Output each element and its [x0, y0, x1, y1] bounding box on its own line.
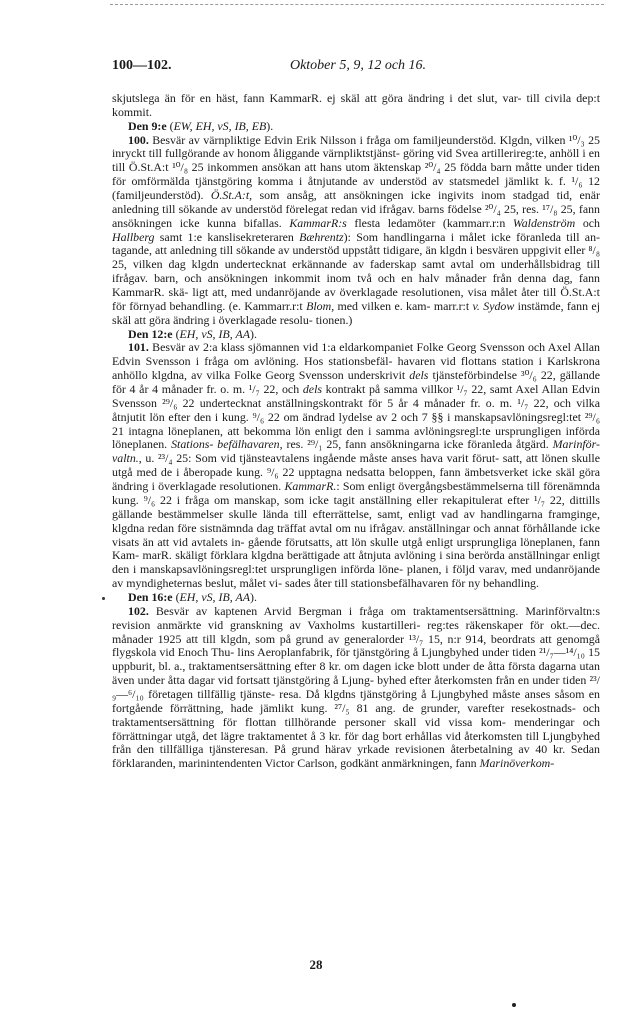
- text-run: kontrakt på samma villkor ¹/₇ 22, samt Axel Allan Edvin Svensson ²⁹/₆ 22 undertecknat anställningskontrakt för 5 år 4 månader fr. o. m. ¹/₇ 22, och vilka åtnjutit lön efter den i kung. ⁹/₆ 22 om ändrad lydelse av 2 och 7 §§ i manskapsavlöningsregl:tet ²⁹/₆ 21 intagna löneplanen, att bekomma lön enligt den i samma avlöningsregl:te ursprungligen införda löneplanen.: [112, 382, 601, 452]
- text-run: tjänsteförbindelse ³⁰/₆ 22, gällande för 4 år 4 månader fr. o. m. ¹/₇ 22, och: [112, 368, 600, 397]
- text-run: , u. ²³/₄ 25: Som vid tjänsteavtalens ingående måste anses hava varit förut- satt, att lönen skulle utgå med de i åberopade kung. ⁹/₆ 22 upptagna nedsatta beloppen, fann ämbetsverket icke skäl göra ändring i överklagade resolutionen.: [112, 451, 600, 494]
- text-run: Besvär av kaptenen Arvid Bergman i fråga om traktamentsersättning. Marinförvaltn:s revision anmärkte vid granskning av Vaxholms kustartilleri- reg:tes räkenskaper för okt.—dec. månader 1925 att till klgdn, som på grund av generalorder ¹³/₇ 15, n:r 914, beordrats att genomgå flygskola vid Enoch Thu- lins Aeroplanfabrik, för tjänstgöring å Ljungbyhed under tiden ²¹/₇—¹⁴/₁₀ 15 uppburit, bl. a., traktamentsersättning efter 8 kr. om dagen icke blott under de åtta första dagarna utan även under åtta dagar vid fortsatt tjänstgöring å Ljung- byhed efter återkomsten från en under tiden ²³/₉—⁶/₁₀ företagen tillfällig tjänste- resa. Då klgdns tjänstgöring å Ljungbyhed måste anses såsom en fortgående förrättning, hade jämlikt kung. ²⁷/₅ 81 ang. de grunder, varefter resekostnads- och traktamentsersättning för flottan tillhörande personer skall vid vissa kom- menderingar och förrättningar utgå, det lägre traktamentet å 3 kr. för dag bort erhållas vid återkomsten till Ljungbyhed från den tillfälliga tjänsteresan. På grund härav yrkade revisionen återbetalning av 40 kr. Sedan förklaranden, marinintendenten Victor Carlson, godkänt anmärkningen, fann: [112, 603, 600, 771]
- text-run: , med vilken e. kam- marr.r:t: [331, 298, 473, 313]
- session-heading: [112, 120, 600, 134]
- bold-run: Den 12:e: [128, 326, 173, 341]
- italic-run: Marinöverkom-: [479, 756, 555, 771]
- italic-run: dels: [409, 368, 429, 383]
- page-folio: 28: [309, 957, 323, 972]
- italic-run: Marinför- valtn.: [112, 437, 600, 466]
- bold-run: 101.: [128, 340, 149, 355]
- text-run: (: [172, 326, 180, 341]
- italic-run: Hallberg: [112, 229, 155, 244]
- body-text: [112, 92, 600, 771]
- ink-speck: [512, 1003, 516, 1007]
- top-scan-rule: [110, 4, 604, 5]
- text-run: ).: [249, 589, 257, 604]
- case-paragraph: [112, 341, 600, 590]
- bold-run: Den 16:e: [128, 589, 173, 604]
- text-run: : Som enligt övergångsbestämmelserna till förenämnda kung. ⁹/₆ 22 i fråga om manskap, som icke tagit anställning eller rekapitulerat efter ¹/₇ 22, dittills gällande bestämmelser skulle lända till efterrättelse, samt, enligt vad av handlingarna framginge, klgdna redan före sistnämnda dag träffat avtal om nu ifrågav. anställningar och annat förhållande icke visats än att vid avtalets in- gående förutsatts, att lön skulle utgå enligt ursprungliga löneplanen, fann Kam- marR. skäligt förklara klgdna berättigade att åtnjuta avlöning i sina berörda anställningar enligt den i manskapsavlöningsregl:tet ursprungligen införda löne- planen, i följd varav, med undanröjande av myndigheternas beslut, målet vi- sades åter till stationsbefälhavaren för ny behandling.: [112, 479, 600, 591]
- case-number-range: 100—102.: [112, 58, 172, 73]
- bold-run: 102.: [128, 603, 149, 618]
- italic-run: EH, vS, IB, AA: [179, 326, 250, 341]
- text-run: (: [172, 589, 180, 604]
- text-run: (: [166, 118, 174, 133]
- running-title: Oktober 5, 9, 12 och 16.: [289, 58, 427, 73]
- italic-run: EW, EH, vS, IB, EB: [173, 118, 267, 133]
- italic-run: KammarR:s: [289, 215, 347, 230]
- text-run: samt 1:e kanslisekreteraren: [154, 229, 300, 244]
- bold-run: Den 9:e: [128, 118, 167, 133]
- text-run: Besvär av värnpliktige Edvin Erik Nilsson i fråga om familjeunderstöd. Klgdn, vilken ¹⁰/₃ 25 inryckt till fullgörande av honom åliggande värnpliktstjänst- göring vid Svea artillerireg:te, anhöll i en till Ö.St.A:t ¹⁰/₈ 25 inkommen ansökan att hans utom äktenskap ²⁰/₄ 25 födda barn måtte under tiden för omförmälda tjänstgöring komma i åtnjutande av understöd av statsmedel jämlikt k. f. ¹/₆ 12 (familjeunderstöd).: [112, 132, 600, 203]
- margin-mark: [102, 597, 105, 600]
- text-run: skjutslega än för en häst, fann KammarR. ej skäl att göra ändring i det slut, var- till civila dep:t kommit.: [112, 91, 600, 119]
- text-run: Besvär av 2:a klass sjömannen vid 1:a eldarkompaniet Folke Georg Svensson och Axel Allan Edvin Svensson i fråga om avlöning. Hos stationsbefäl- havaren vid flottans station i Karlskrona anhöllo klgdna, av vilka Folke Georg Svensson underskrivit: [112, 340, 600, 383]
- italic-run: dels: [302, 382, 322, 397]
- case-paragraph: [112, 134, 600, 328]
- italic-run: Waldenström: [512, 215, 576, 230]
- italic-run: Bæhrentz: [299, 229, 344, 244]
- italic-run: Stations- befälhavaren: [171, 437, 280, 452]
- continuation-paragraph: [112, 92, 600, 120]
- text-run: instämde, fann ej skäl att göra ändring i överklagade resolu- tionen.): [112, 298, 600, 327]
- text-run: flesta ledamöter (kammarr.r:n: [346, 215, 513, 230]
- session-heading: [112, 591, 600, 605]
- text-run: och: [575, 215, 600, 230]
- text-run: , res. ²⁹/₁ 25, fann ansökningarna icke föranleda åtgärd.: [279, 437, 553, 452]
- text-run: , som ansåg, att ansökningen icke ingivits inom stadgad tid, enär anledning till sökande av understöd förelegat redan vid ifrågav. barns födelse ²⁰/₄ 25, res. ¹⁷/₈ 25, fann ansökningen icke kunna bifallas.: [112, 188, 600, 230]
- text-run: ).: [249, 326, 257, 341]
- bold-run: 100.: [128, 132, 149, 147]
- session-heading: [112, 328, 600, 342]
- italic-run: v. Sydow: [472, 298, 515, 313]
- italic-run: Blom: [306, 298, 332, 313]
- text-run: ).: [266, 118, 274, 133]
- case-paragraph: [112, 605, 600, 771]
- italic-run: Ö.St.A:t: [210, 188, 250, 203]
- italic-run: EH, vS, IB, AA: [179, 589, 250, 604]
- page-header: [112, 58, 604, 80]
- text-run: ): Som handlingarna i målet icke föranleda till an- tagande, att anledning till sökande av understöd uppstått tidigare, än klgdn i besvären uppgivit eller ⁸/₈ 25, vilken dag klgdn undertecknat erkännande av faderskap samt avtal om underhållsbidrag till ifrågav. barn, och ansökningen inkommit inom två och en halv månader från denna dag, fann KammarR. skä- ligt att, med undanröjande av överklagade resolutionen, visa målet åter till Ö.St.A:t för förnyad behandling. (e. Kammarr.r:t: [112, 229, 600, 313]
- italic-run: KammarR.: [284, 479, 337, 494]
